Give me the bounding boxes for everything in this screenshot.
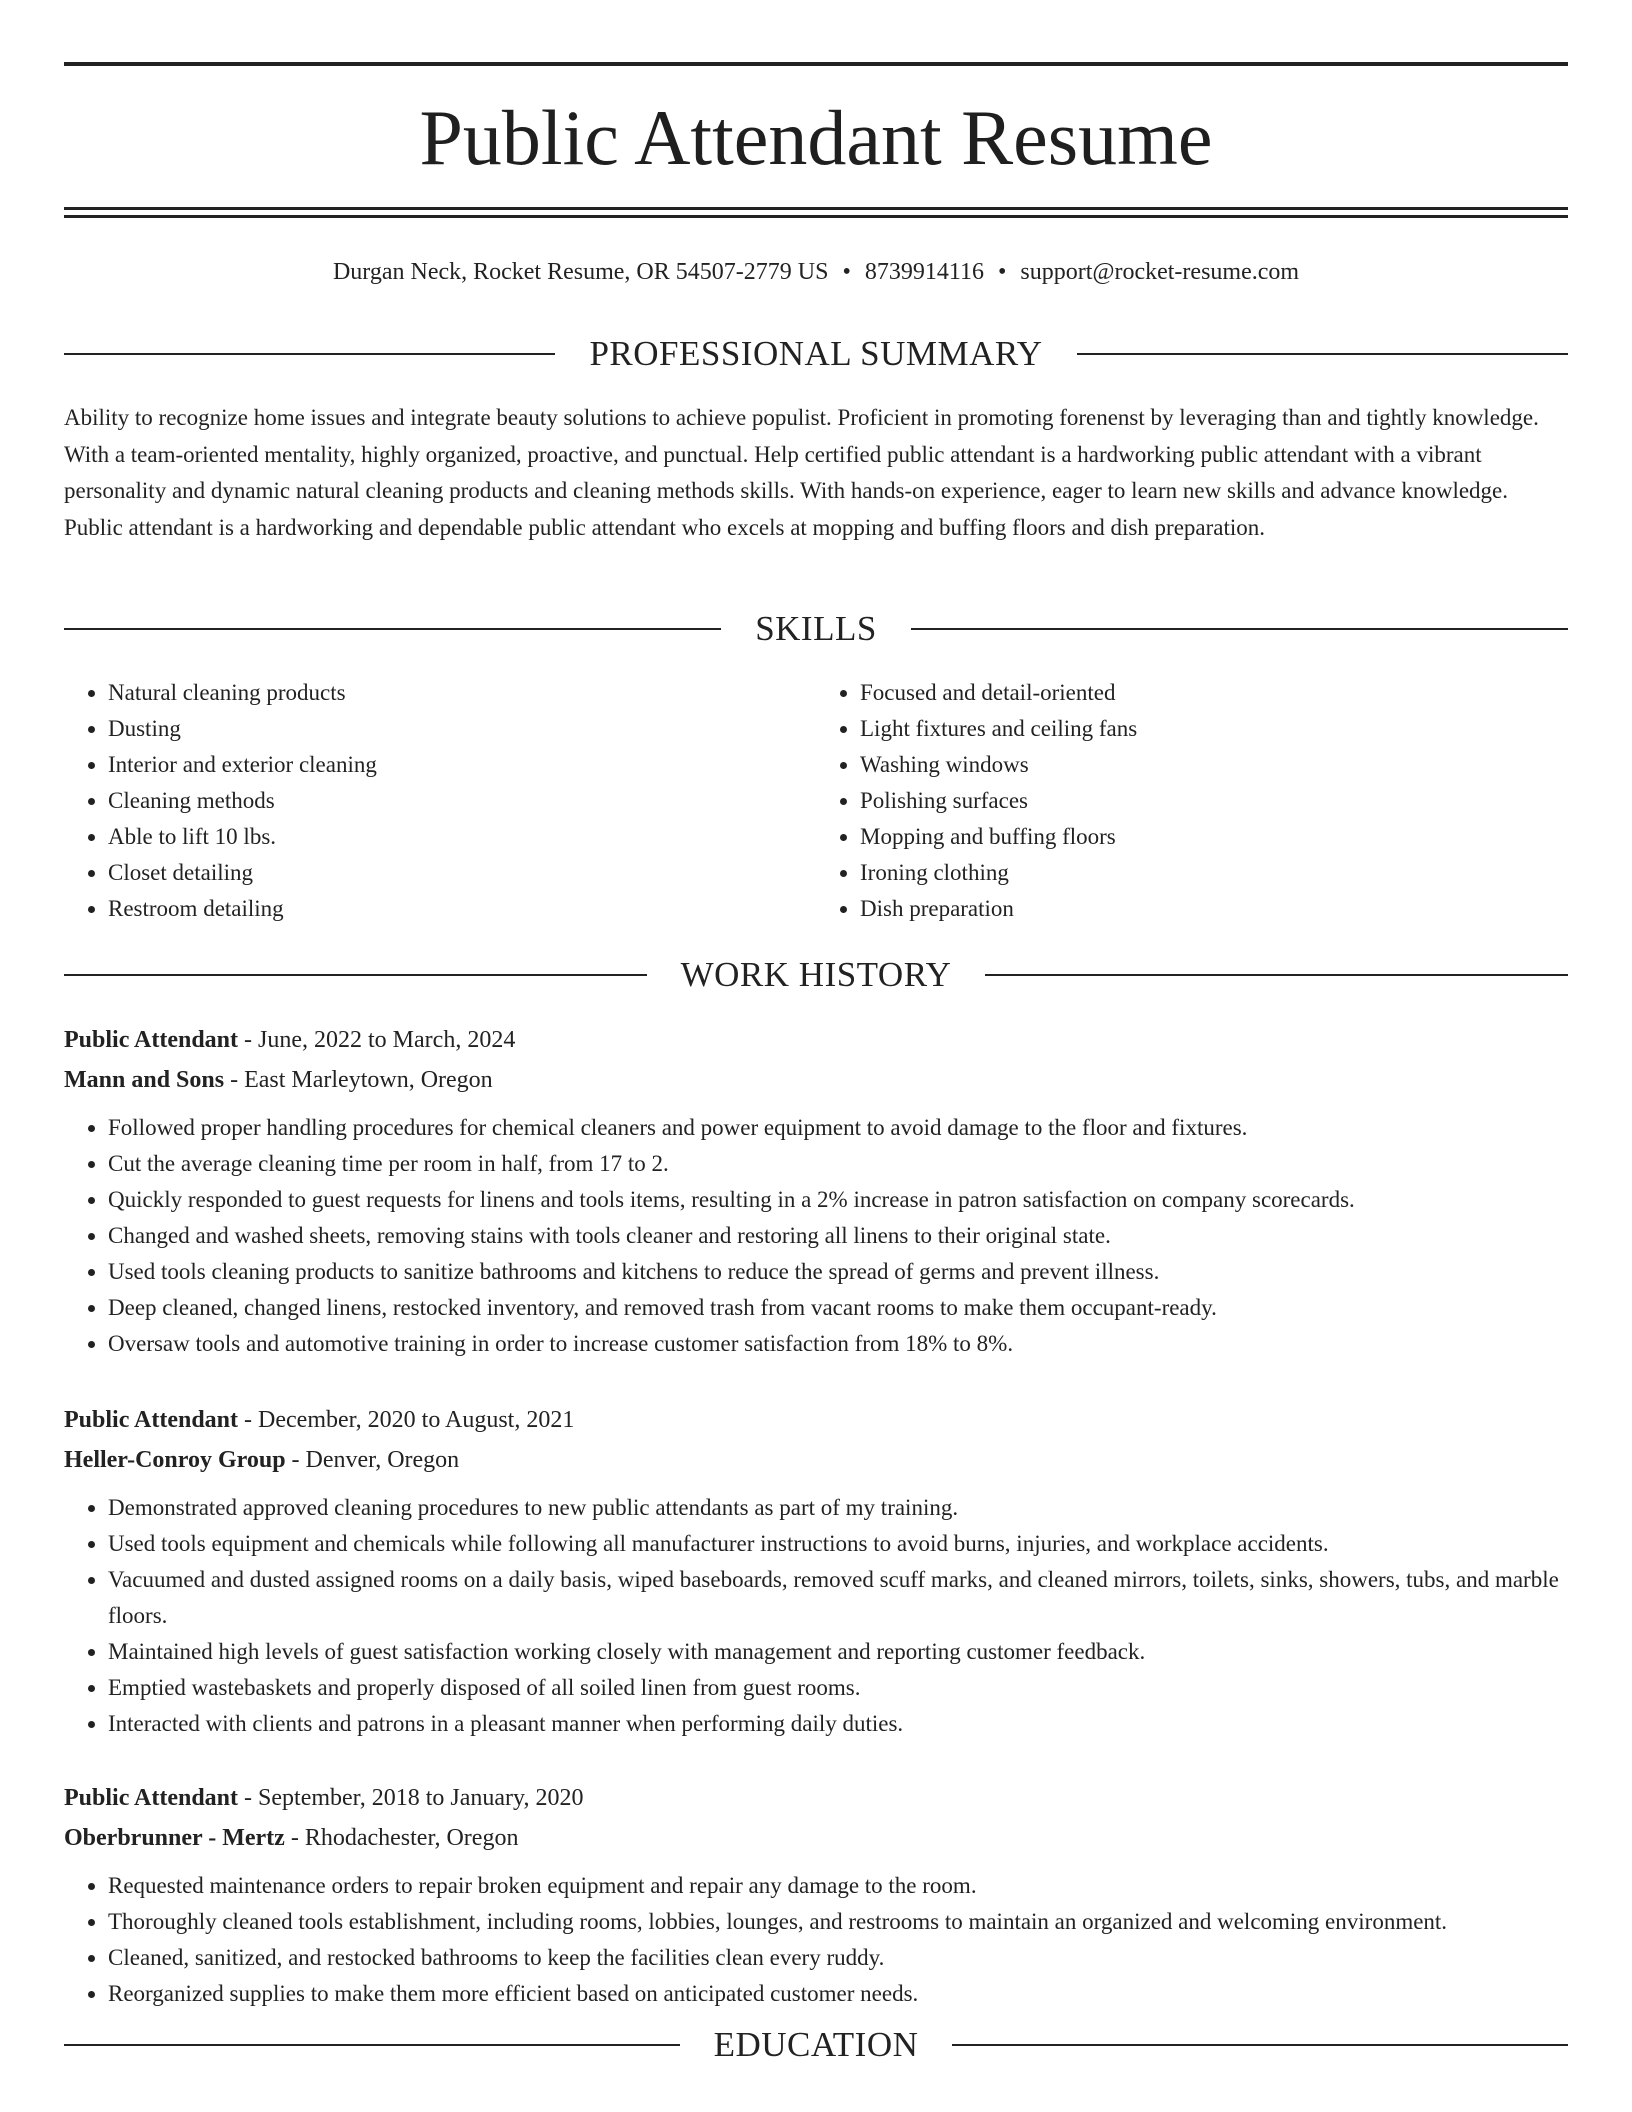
title-rule-lower xyxy=(64,215,1568,218)
skill-item: • Able to lift 10 lbs. xyxy=(108,819,816,855)
job-bullet: • Reorganized supplies to make them more efficient based on anticipated customer needs. xyxy=(108,1976,1568,2012)
job-company: Mann and Sons xyxy=(64,1067,225,1093)
job-bullet: • Followed proper handling procedures for chemical cleaners and power equipment to avoid damage to the floor and fixtures. xyxy=(108,1110,1568,1146)
job-bullet: • Vacuumed and dusted assigned rooms on a daily basis, wiped baseboards, removed scuff marks, and cleaned mirrors, toilets, sinks, showers, tubs, and marble floors. xyxy=(108,1562,1568,1634)
skills-list-right xyxy=(816,675,1568,927)
job-bullet: • Used tools cleaning products to sanitize bathrooms and kitchens to reduce the spread of germs and prevent illness. xyxy=(108,1254,1568,1290)
skill-item: • Interior and exterior cleaning xyxy=(108,747,816,783)
job-bullet: • Cleaned, sanitized, and restocked bathrooms to keep the facilities clean every ruddy. xyxy=(108,1940,1568,1976)
contact-separator: • xyxy=(842,259,851,285)
job-location: - East Marleytown, Oregon xyxy=(224,1067,493,1093)
skill-item: • Light fixtures and ceiling fans xyxy=(860,711,1568,747)
work-history-heading-text: WORK HISTORY xyxy=(680,955,952,994)
skills-list-left xyxy=(64,675,816,927)
contact-phone: 8739914116 xyxy=(864,259,984,285)
job-dates: - June, 2022 to March, 2024 xyxy=(238,1027,516,1053)
job-location: - Rhodachester, Oregon xyxy=(284,1825,519,1851)
heading-rule-right xyxy=(1077,353,1568,355)
job-entry xyxy=(64,1778,1568,2012)
job-bullets xyxy=(64,1490,1568,1742)
job-entry xyxy=(64,1020,1568,1362)
job-bullet: • Used tools equipment and chemicals while following all manufacturer instructions to avoid burns, injuries, and workplace accidents. xyxy=(108,1526,1568,1562)
education-heading-text: EDUCATION xyxy=(713,2025,919,2064)
skill-item: • Washing windows xyxy=(860,747,1568,783)
job-bullet: • Deep cleaned, changed linens, restocked inventory, and removed trash from vacant rooms to make them occupant-ready. xyxy=(108,1290,1568,1326)
title-rule-upper xyxy=(64,207,1568,210)
skill-item: • Restroom detailing xyxy=(108,891,816,927)
heading-rule-left xyxy=(64,628,721,630)
job-title: Public Attendant xyxy=(64,1785,239,1811)
job-bullet: • Changed and washed sheets, removing stains with tools cleaner and restoring all linens to their original state. xyxy=(108,1218,1568,1254)
job-dates: - September, 2018 to January, 2020 xyxy=(238,1785,584,1811)
skill-item: • Ironing clothing xyxy=(860,855,1568,891)
job-bullet: • Thoroughly cleaned tools establishment, including rooms, lobbies, lounges, and restrooms to maintain an organized and welcoming environment. xyxy=(108,1904,1568,1940)
skill-item: • Natural cleaning products xyxy=(108,675,816,711)
resume-title: Public Attendant Resume xyxy=(419,94,1213,181)
job-bullets xyxy=(64,1868,1568,2012)
skill-item: • Cleaning methods xyxy=(108,783,816,819)
job-bullet: • Cut the average cleaning time per room in half, from 17 to 2. xyxy=(108,1146,1568,1182)
summary-paragraph: Ability to recognize home issues and integrate beauty solutions to achieve populist. Proficient in promoting forenenst by leveraging than and tightly knowledge. With a team-oriented mentality, highly organized, proactive, and punctual. Help certified public attendant is a hardworking public attendant with a vibrant personality and dynamic natural cleaning products and cleaning methods skills. With hands-on experience, eager to learn new skills and advance knowledge. Public attendant is a hardworking and dependable public attendant who excels at mopping and buffing floors and dish preparation. xyxy=(64,405,1539,540)
job-company: Oberbrunner - Mertz xyxy=(64,1825,285,1851)
skill-item: • Polishing surfaces xyxy=(860,783,1568,819)
contact-email: support@rocket-resume.com xyxy=(1020,259,1300,285)
summary-heading xyxy=(64,334,1568,374)
skill-item: • Dusting xyxy=(108,711,816,747)
heading-rule-right xyxy=(952,2044,1568,2046)
skill-item: • Mopping and buffing floors xyxy=(860,819,1568,855)
skill-item: • Closet detailing xyxy=(108,855,816,891)
contact-address: Durgan Neck, Rocket Resume, OR 54507-2779 US xyxy=(332,259,829,285)
heading-rule-right xyxy=(911,628,1568,630)
job-bullet: • Quickly responded to guest requests for linens and tools items, resulting in a 2% increase in patron satisfaction on company scorecards. xyxy=(108,1182,1568,1218)
job-bullet: • Oversaw tools and automotive training in order to increase customer satisfaction from 18% to 8%. xyxy=(108,1326,1568,1362)
heading-rule-right xyxy=(985,974,1568,976)
job-company-line xyxy=(64,1060,1568,1100)
work-history-heading xyxy=(64,955,1568,995)
heading-rule-left xyxy=(64,974,647,976)
skills-heading xyxy=(64,609,1568,649)
top-rule xyxy=(64,62,1568,66)
job-company-line xyxy=(64,1818,1568,1858)
job-bullets xyxy=(64,1110,1568,1362)
job-bullet: • Demonstrated approved cleaning procedures to new public attendants as part of my training. xyxy=(108,1490,1568,1526)
job-title-line xyxy=(64,1778,1568,1818)
skill-item: • Dish preparation xyxy=(860,891,1568,927)
education-heading xyxy=(64,2025,1568,2065)
job-title-line xyxy=(64,1020,1568,1060)
heading-rule-left xyxy=(64,2044,680,2046)
job-entry xyxy=(64,1400,1568,1742)
job-dates: - December, 2020 to August, 2021 xyxy=(238,1407,575,1433)
job-company-line xyxy=(64,1440,1568,1480)
job-title: Public Attendant xyxy=(64,1407,239,1433)
contact-separator: • xyxy=(997,259,1007,285)
skills-columns xyxy=(64,675,1568,927)
contact-line xyxy=(64,256,1568,288)
skill-item: • Focused and detail-oriented xyxy=(860,675,1568,711)
job-location: - Denver, Oregon xyxy=(285,1447,460,1473)
summary-heading-text: PROFESSIONAL SUMMARY xyxy=(589,334,1043,373)
job-company: Heller-Conroy Group xyxy=(64,1447,286,1473)
job-title-line xyxy=(64,1400,1568,1440)
job-bullet: • Requested maintenance orders to repair broken equipment and repair any damage to the room. xyxy=(108,1868,1568,1904)
job-bullet: • Emptied wastebaskets and properly disposed of all soiled linen from guest rooms. xyxy=(108,1670,1568,1706)
job-bullet: • Maintained high levels of guest satisfaction working closely with management and reporting customer feedback. xyxy=(108,1634,1568,1670)
job-bullet: • Interacted with clients and patrons in a pleasant manner when performing daily duties. xyxy=(108,1706,1568,1742)
job-title: Public Attendant xyxy=(64,1027,239,1053)
heading-rule-left xyxy=(64,353,555,355)
skills-heading-text: SKILLS xyxy=(755,609,877,648)
